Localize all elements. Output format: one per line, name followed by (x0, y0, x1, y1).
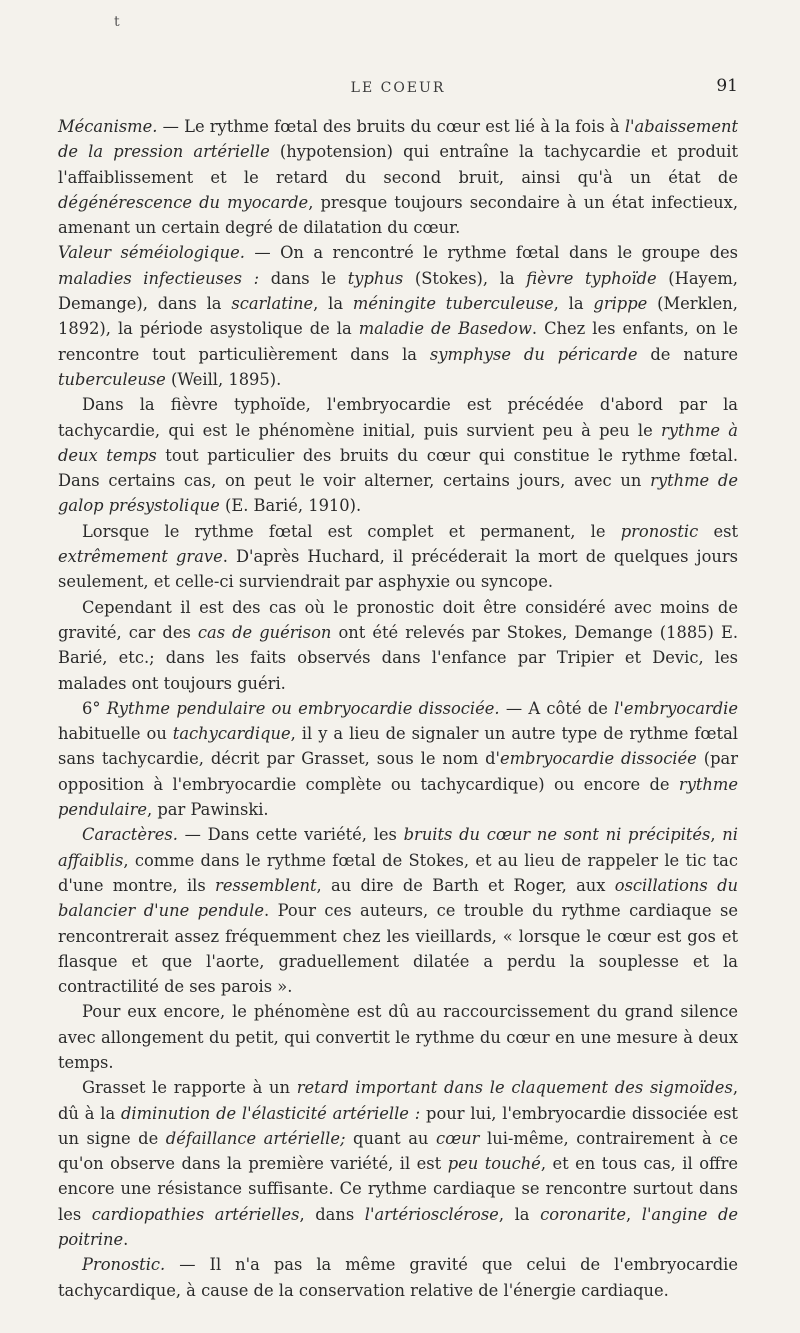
text-run: 6° (82, 698, 107, 718)
text-run: (Hayem, Demange), dans la (58, 268, 738, 314)
emphasis-text: cœur (435, 1128, 480, 1148)
emphasis-text: fièvre typhoïde (526, 268, 657, 288)
emphasis-text: l'angine de poitrine (58, 1204, 738, 1250)
emphasis-text: oscillations du balancier d'une pendule (58, 875, 738, 921)
running-title: LE COEUR (350, 80, 446, 96)
emphasis-text: retard important dans le claquement des sigmoïdes (296, 1078, 733, 1098)
text-run: , au dire de Barth et Roger, aux (316, 875, 615, 895)
emphasis-text: typhus (347, 268, 404, 288)
emphasis-text: méningite tuberculeuse (352, 294, 554, 314)
text-run: Lorsque le rythme fœtal est complet et permanent, le (82, 521, 621, 541)
text-run: est (698, 521, 738, 541)
paragraph-pronostic (58, 1252, 738, 1303)
text-run: habituelle ou (58, 724, 173, 744)
emphasis-text: tachycardique (172, 724, 291, 744)
emphasis-text: l'artériosclérose (364, 1204, 499, 1224)
text-run: , dû à la (58, 1078, 738, 1123)
text-run: , dans (299, 1204, 365, 1224)
text-run: , (625, 1204, 642, 1224)
text-run: Cependant il est des cas où le pronostic doit être considéré avec moins de gravité, car des (58, 597, 738, 642)
page-number: 91 (716, 76, 738, 96)
text-run: , presque toujours secondaire à un état infectieux, amenant un certain degré de dilatation du cœur. (58, 192, 738, 238)
emphasis-text: Caractères. (82, 825, 178, 845)
text-run: pour lui, l'embryocardie dissociée est un signe de (58, 1103, 738, 1148)
emphasis-text: bruits du cœur ne sont ni précipités (403, 825, 711, 845)
page (58, 74, 738, 1303)
text-run: (Merklen, 1892), la période asystolique de la (58, 294, 738, 339)
emphasis-text: cardiopathies artérielles (91, 1204, 300, 1224)
text-run: — Il n'a pas la même gravité que celui de l'embryocardie tachycardique, à cause de la conservation relative de l'énergie cardiaque. (58, 1255, 738, 1300)
emphasis-text: ni affaiblis (58, 825, 738, 870)
emphasis-text: maladies infectieuses : (58, 268, 260, 288)
text-run: Pour eux encore, le phénomène est dû au raccourcissement du grand silence avec allongement du petit, qui convertit le rythme du cœur en une mesure à deux temps. (58, 1002, 738, 1072)
text-run: . (123, 1230, 129, 1250)
text-run: lui-même, contrairement à ce qu'on observe dans la première variété, il est (58, 1128, 738, 1174)
emphasis-text: rythme à deux temps (58, 420, 738, 465)
emphasis-text: défaillance artérielle; (165, 1128, 346, 1148)
text-run: , la (498, 1204, 541, 1224)
emphasis-text: Valeur séméiologique. (58, 243, 245, 263)
emphasis-text: extrêmement grave (58, 547, 223, 567)
emphasis-text: ressemblent (215, 875, 317, 895)
emphasis-text: cas de guérison (197, 622, 332, 642)
text-run: — Dans cette variété, les (177, 825, 404, 845)
body-text (58, 114, 738, 1303)
emphasis-text: Rythme pendulaire ou embryocardie dissociée. (106, 698, 500, 718)
text-run: , (710, 825, 723, 845)
text-run: (hypotension) qui entraîne la tachycardie et produit l'affaiblissement et le retard du second bruit, ainsi qu'à un état de (58, 142, 738, 187)
emphasis-text: embryocardie dissociée (499, 749, 697, 769)
running-head (58, 74, 738, 100)
emphasis-text: diminution de l'élasticité artérielle : (120, 1103, 421, 1123)
text-run: — On a rencontré le rythme fœtal dans le groupe des (244, 243, 738, 263)
margin-mark: t (114, 14, 120, 30)
text-run: . D'après Huchard, il précéderait la mort de quelques jours seulement, et celle-ci surviendrait par asphyxie ou syncope. (58, 547, 738, 592)
emphasis-text: maladie de Basedow (358, 319, 532, 339)
text-run: Dans la fièvre typhoïde, l'embryocardie est précédée d'abord par la tachycardie, qui est le phénomène initial, puis survient peu à peu le (58, 395, 738, 440)
emphasis-text: rythme pendulaire (58, 774, 738, 820)
paragraph-caracteres (58, 822, 738, 999)
text-run: Grasset le rapporte à un (82, 1078, 297, 1098)
paragraph-cependant (58, 595, 738, 696)
text-run: . Pour ces auteurs, ce trouble du rythme cardiaque se rencontrerait assez fréquemment chez les vieillards, « lorsque le cœur est gos et flasque et que l'aorte, graduellement dilatée a perdu la souplesse et la contractilité de ses parois ». (58, 901, 739, 997)
emphasis-text: Pronostic. (82, 1255, 166, 1275)
text-run: (Stokes), la (403, 268, 527, 288)
emphasis-text: l'embryocardie (614, 698, 738, 718)
paragraph-valeur (58, 240, 738, 392)
text-run: (E. Barié, 1910). (219, 496, 362, 516)
paragraph-fievre-typhoide (58, 392, 738, 518)
emphasis-text: peu touché (447, 1154, 541, 1174)
emphasis-text: dégénérescence du myocarde (58, 192, 309, 212)
text-run: , la (553, 294, 594, 314)
paragraph-grasset (58, 1075, 738, 1252)
paragraph-lorsque (58, 519, 738, 595)
text-run: , par Pawinski. (147, 800, 269, 820)
text-run: de nature (637, 344, 738, 364)
emphasis-text: symphyse du péricarde (429, 344, 638, 364)
text-run: dans le (259, 268, 348, 288)
emphasis-text: Mécanisme. (58, 117, 158, 136)
text-run: — A côté de (499, 698, 615, 718)
emphasis-text: coronarite (540, 1204, 626, 1224)
text-run: , il y a lieu de signaler un autre type de rythme fœtal sans tachycardie, décrit par Grasset, sous le nom d' (58, 724, 738, 769)
emphasis-text: scarlatine (231, 294, 314, 314)
emphasis-text: pronostic (620, 521, 699, 541)
emphasis-text: l'abaissement de la pression artérielle (58, 117, 738, 162)
text-run: . Chez les enfants, on le rencontre tout particulièrement dans la (58, 319, 738, 364)
emphasis-text: tuberculeuse (58, 369, 166, 389)
text-run: , comme dans le rythme fœtal de Stokes, et au lieu de rappeler le tic tac d'une montre, ils (58, 850, 738, 895)
emphasis-text: grippe (593, 294, 648, 314)
emphasis-text: rythme de galop présystolique (58, 471, 738, 516)
text-run: — Le rythme fœtal des bruits du cœur est lié à la fois à (157, 117, 625, 136)
text-run: (Weill, 1895). (165, 369, 282, 389)
paragraph-mecanisme (58, 114, 738, 240)
text-run: (par opposition à l'embryocardie complète ou tachycardique) ou encore de (58, 749, 738, 794)
text-run: tout particulier des bruits du cœur qui constitue le rythme fœtal. Dans certains cas, on peut le voir alterner, certains jours, avec un (58, 445, 739, 491)
paragraph-rythme-pendulaire (58, 696, 738, 822)
text-run: quant au (345, 1128, 436, 1148)
text-run: , la (313, 294, 353, 314)
text-run: ont été relevés par Stokes, Demange (1885) E. Barié, etc.; dans les faits observés dans l'enfance par Tripier et Devic, les malades ont toujours guéri. (58, 622, 739, 693)
text-run: , et en tous cas, il offre encore une résistance suffisante. Ce rythme cardiaque se rencontre surtout dans les (58, 1154, 738, 1224)
paragraph-pour-eux (58, 999, 738, 1075)
